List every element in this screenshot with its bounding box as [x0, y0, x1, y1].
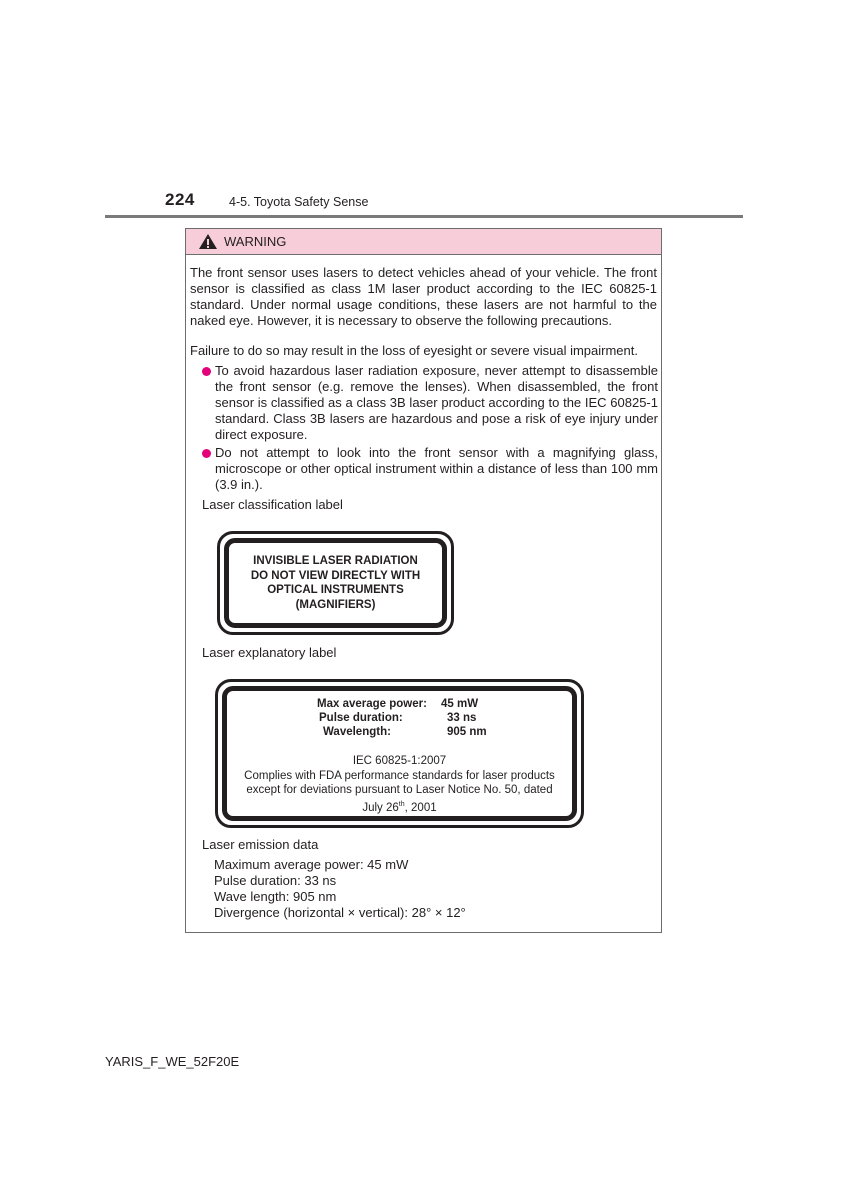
- label-line: DO NOT VIEW DIRECTLY WITH: [250, 569, 421, 582]
- date-prefix: July 26: [362, 801, 399, 814]
- compliance-line: Complies with FDA performance standards for laser products: [244, 769, 555, 782]
- explanatory-caption: Laser explanatory label: [202, 645, 337, 660]
- warning-header: [186, 229, 661, 255]
- laser-explanatory-label: [215, 679, 584, 828]
- emission-caption: Laser emission data: [202, 837, 319, 852]
- emission-line: Wave length: 905 nm: [214, 889, 337, 904]
- spec-name: Pulse duration:: [319, 712, 403, 724]
- warning-box: [185, 228, 662, 933]
- compliance-text: [218, 754, 581, 815]
- compliance-line: except for deviations pursuant to Laser Notice No. 50, dated: [246, 784, 553, 796]
- bullet-icon: [202, 367, 211, 376]
- warning-title: WARNING: [224, 234, 287, 249]
- emission-data: [214, 857, 466, 921]
- spec-row: [317, 711, 487, 725]
- label-line: OPTICAL INSTRUMENTS: [267, 584, 404, 596]
- spec-row: [317, 725, 487, 739]
- spec-value: 45 mW: [441, 698, 479, 710]
- document-code: YARIS_F_WE_52F20E: [105, 1054, 240, 1069]
- spec-name: Wavelength:: [323, 726, 391, 738]
- warning-failure: Failure to do so may result in the loss of eyesight or severe visual impairment.: [190, 343, 638, 358]
- label-line: (MAGNIFIERS): [295, 598, 376, 611]
- spec-row: [317, 697, 487, 711]
- date-sup: th: [398, 800, 405, 808]
- date-suffix: , 2001: [404, 801, 437, 814]
- emission-line: Divergence (horizontal × vertical): 28° × 12°: [214, 905, 466, 920]
- bullet-text: To avoid hazardous laser radiation exposure, never attempt to disassemble the front sensor (e.g. remove the lenses). When disassembled, the front sensor is classified as a class 3B laser product according to the IEC 60825-1 standard. Class 3B lasers are hazardous and pose a risk of eye injury under direct exposure.: [215, 363, 658, 442]
- list-item: [202, 363, 658, 443]
- header-rule: [105, 215, 743, 218]
- label-line: INVISIBLE LASER RADIATION: [253, 555, 418, 567]
- spec-name: Max average power:: [317, 698, 427, 710]
- bullet-text: Do not attempt to look into the front sensor with a magnifying glass, microscope or other optical instrument within a distance of less than 100 mm (3.9 in.).: [215, 445, 658, 492]
- bullet-icon: [202, 449, 211, 458]
- warning-intro: The front sensor uses lasers to detect vehicles ahead of your vehicle. The front sensor is classified as class 1M laser product according to the IEC 60825-1 standard. Under normal usage conditions, these lasers are not harmful to the naked eye. However, it is necessary to observe the following precautions.: [190, 265, 657, 328]
- date-line: [218, 798, 581, 815]
- page-number: 224: [165, 190, 195, 209]
- section-title: 4-5. Toyota Safety Sense: [229, 195, 369, 209]
- emission-line: Maximum average power: 45 mW: [214, 857, 409, 872]
- classification-caption: Laser classification label: [202, 497, 343, 512]
- standard-line: IEC 60825-1:2007: [352, 755, 447, 767]
- emission-line: Pulse duration: 33 ns: [214, 873, 337, 888]
- spec-value: 33 ns: [447, 712, 477, 724]
- spec-value: 905 nm: [447, 726, 487, 738]
- laser-classification-label: [217, 531, 454, 635]
- spec-list: [317, 697, 487, 739]
- warning-triangle-icon: [198, 233, 218, 250]
- list-item: [202, 445, 658, 493]
